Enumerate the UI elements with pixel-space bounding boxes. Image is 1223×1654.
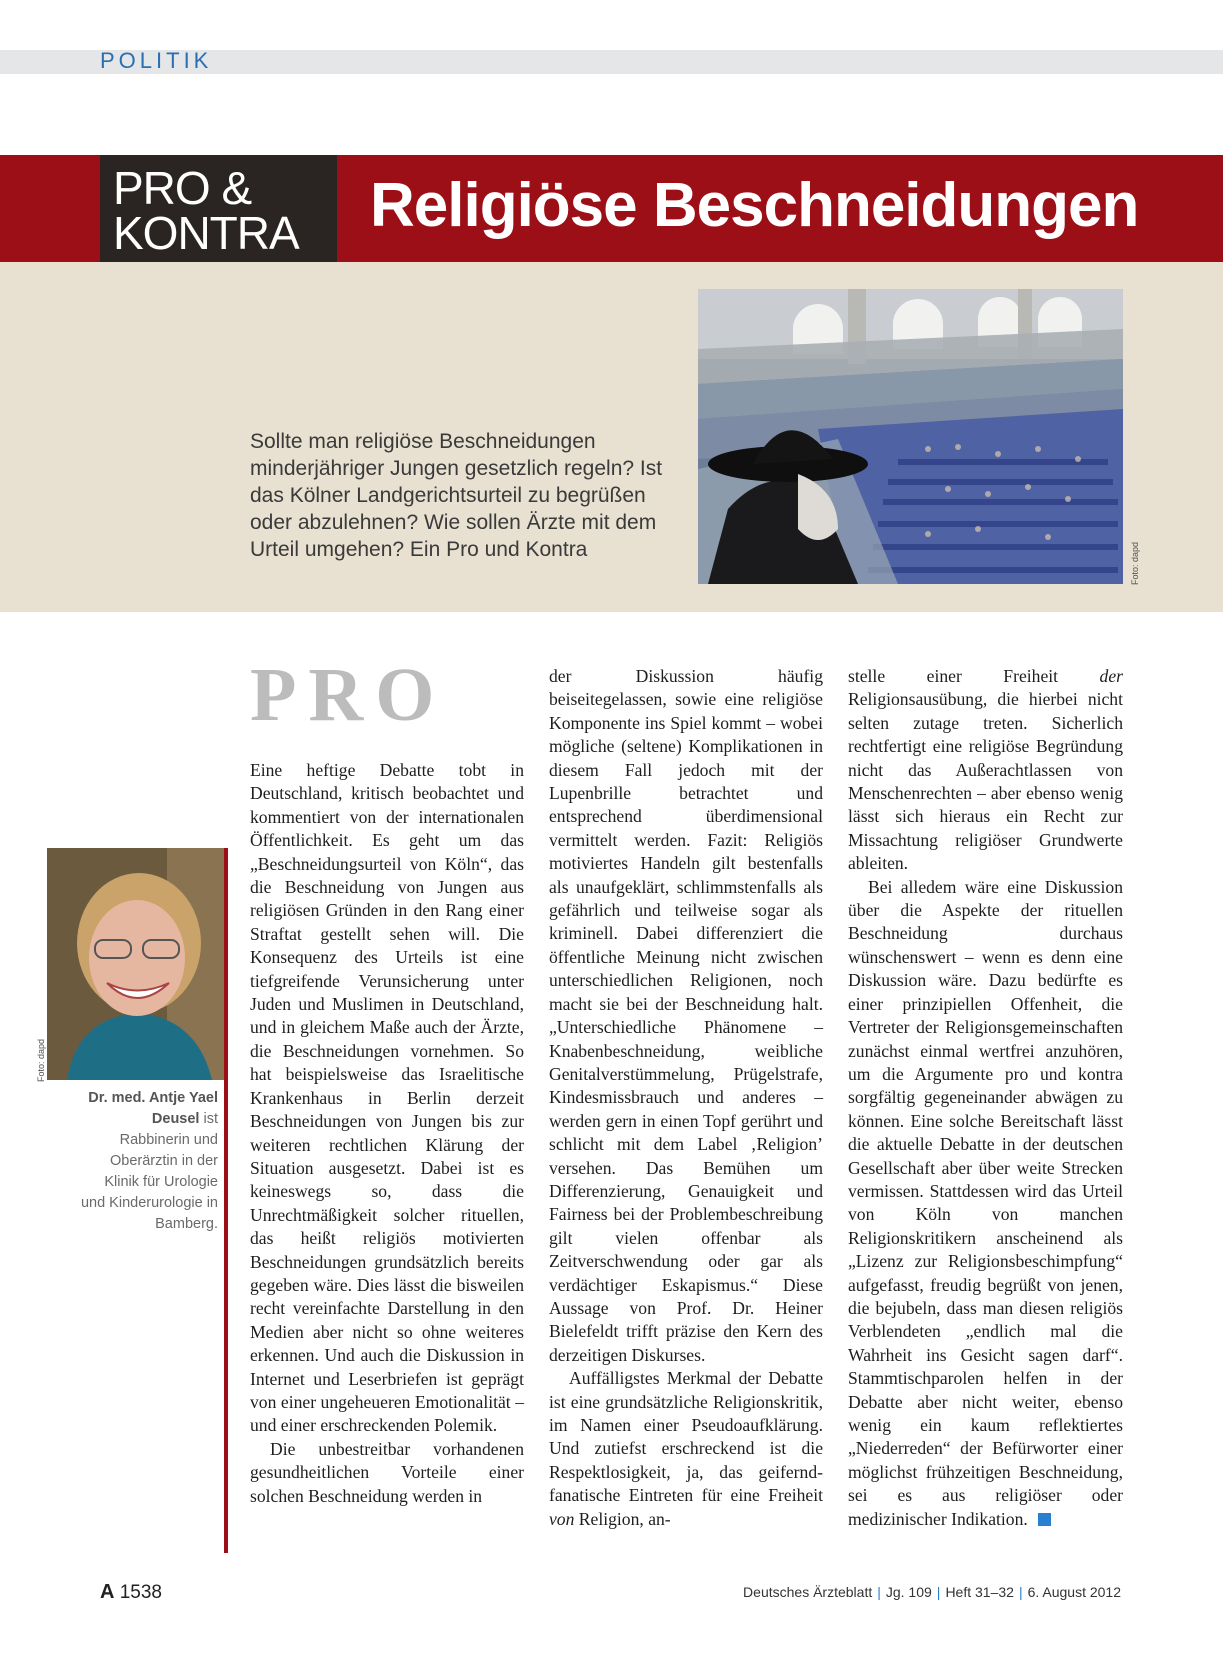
text-column-3 xyxy=(848,665,1123,1531)
author-photo-credit: Foto: dapd xyxy=(36,1038,46,1082)
paragraph: stelle einer Freiheit der Religionsausübung, die hierbei nicht selten zutage treten. Sicherlich rechtfertigt eine religiöse Begründung nicht das Außerachtlassen von Menschenrechten – aber ebenso wenig lässt sich hieraus ein Recht zur Missachtung religiöser Grundwerte ableiten. xyxy=(848,666,1123,874)
series-line-1: PRO & xyxy=(113,162,252,214)
text-column-2 xyxy=(549,665,823,1531)
series-box xyxy=(100,155,337,262)
text-column-1 xyxy=(250,759,524,1508)
end-mark-icon xyxy=(1038,1513,1051,1526)
series-line-2: KONTRA xyxy=(113,207,299,259)
photo-credit: Foto: dapd xyxy=(1130,541,1140,585)
journal-info: Deutsches Ärzteblatt | Jg. 109 | Heft 31–32 | 6. August 2012 xyxy=(743,1584,1121,1600)
issue: Heft 31–32 xyxy=(945,1584,1014,1600)
issue-date: 6. August 2012 xyxy=(1027,1584,1121,1600)
author-name: Dr. med. Antje Yael Deusel xyxy=(88,1090,218,1127)
author-caption-text: ist Rabbinerin und Oberärztin in der Klinik für Urologie und Kinderurologie in Bamberg. xyxy=(80,1111,218,1232)
journal-name: Deutsches Ärzteblatt xyxy=(743,1584,873,1600)
author-caption xyxy=(80,1088,218,1235)
article-title: Religiöse Beschneidungen xyxy=(370,171,1139,240)
paragraph: Auffälligstes Merkmal der Debatte ist eine grundsätzliche Religionskritik, im Namen einer Pseudoaufklärung. Und zutiefst erschreckend ist die Respektlosigkeit, ja, das geifernd-fanatische Eintreten für eine Freiheit von Religion, an- xyxy=(549,1368,823,1529)
paragraph: Bei alledem wäre eine Diskussion über die Aspekte der rituellen Beschneidung durchaus wünschenswert – wenn es denn eine Diskussion wäre. Dazu bedürfte es einer prinzipiellen Offenheit, die Vertreter der Religionsgemeinschaften zunächst einmal wertfrei anzuhören, um die Argumente pro und kontra sorgfältig gegeneinander abwägen zu können. Eine solche Bereitschaft lässt die aktuelle Debatte in der deutschen Gesellschaft aber über weite Strecken vermissen. Stattdessen wird das Urteil von Köln von manchen Religionskritikern anscheinend als „Lizenz zur Religionsbeschimpfung“ aufgefasst, freudig begrüßt von jenen, die bejubeln, dass man diesen religiös Verblendeten „endlich mal die Wahrheit ins Gesicht sagen darf“. Stammtischparolen helfen in der Debatte aber nicht weiter, ebenso wenig ein kaum reflektiertes „Niederreden“ der Befürworter einer möglichst frühzeitigen Beschneidung, sei es aus religiöser oder medizinischer Indikation. xyxy=(848,876,1123,1529)
paragraph: Eine heftige Debatte tobt in Deutschland, kritisch beobachtet und kommentiert von der internationalen Öffentlichkeit. Es geht um das „Beschneidungsurteil von Köln“, das die Beschneidung von Jungen aus religiösen Gründen in den Rang einer Straftat gestellt sehen will. Die Konsequenz des Urteils ist eine tiefgreifende Verunsicherung unter Juden und Muslimen in Deutschland, und in gleichem Maße auch der Ärzte, die Beschneidungen vornehmen. So hat beispielsweise das Israelitische Krankenhaus in Berlin derzeit Beschneidungen von Jungen bis zur weiteren rechtlichen Klärung der Situation ausgesetzt. Dabei ist es keineswegs so, dass die Unrechtmäßigkeit solcher rituellen, das heißt religiös motivierten Beschneidungen grundsätzlich bereits gegeben wäre. Dies lässt die bisweilen recht vereinfachte Darstellung in den Medien aber nicht so ohne weiteres erkennen. Und auch die Diskussion in Internet und Leserbriefen ist geprägt von einer ungeheueren Emotionalität – und einer erschreckenden Polemik. xyxy=(250,760,524,1436)
volume: Jg. 109 xyxy=(885,1584,932,1600)
section-label: POLITIK xyxy=(100,48,213,73)
bundestag-photo xyxy=(698,289,1123,584)
page-number: A 1538 xyxy=(100,1581,162,1603)
paragraph: Die unbestreitbar vorhandenen gesundheitlichen Vorteile einer solchen Beschneidung werden in xyxy=(250,1438,524,1506)
column-rule xyxy=(224,848,228,1553)
paragraph: der Diskussion häufig beiseitegelassen, sowie eine religiöse Komponente ins Spiel kommt – wobei mögliche (seltene) Komplikationen in diesem Fall jedoch mit der Lupenbrille betrachtet und entsprechend überdimensional vermittelt werden. Fazit: Religiös motiviertes Handeln gilt bestenfalls als unaufgeklärt, schlimmstenfalls als gefährlich und teilweise sogar als kriminell. Dabei differenziert die öffentliche Meinung nicht zwischen unterschiedlichen Religionen, noch macht sie bei der Beschneidung halt. „Unterschiedliche Phänomene – Knabenbeschneidung, weibliche Genitalverstümmelung, Prügelstrafe, Kindesmissbrauch und anderes – werden gern in einen Topf gerührt und schlicht mit dem Label ‚Religion’ versehen. Das Bemühen um Differenzierung, Genauigkeit und Fairness bei der Problembeschreibung gilt vielen offenbar als Zeitverschwendung oder gar als verdächtiger Eskapismus.“ Diese Aussage von Prof. Dr. Heiner Bielefeldt trifft präzise den Kern des derzeitigen Diskurses. xyxy=(549,666,823,1365)
pro-label: PRO xyxy=(250,653,447,737)
intro-text: Sollte man religiöse Beschneidungen minderjähriger Jungen gesetzlich regeln? Ist das Kölner Landgerichtsurteil zu begrüßen oder abzulehnen? Wie sollen Ärzte mit dem Urteil umgehen? Ein Pro und Kontra xyxy=(250,430,663,561)
author-photo xyxy=(47,848,227,1080)
